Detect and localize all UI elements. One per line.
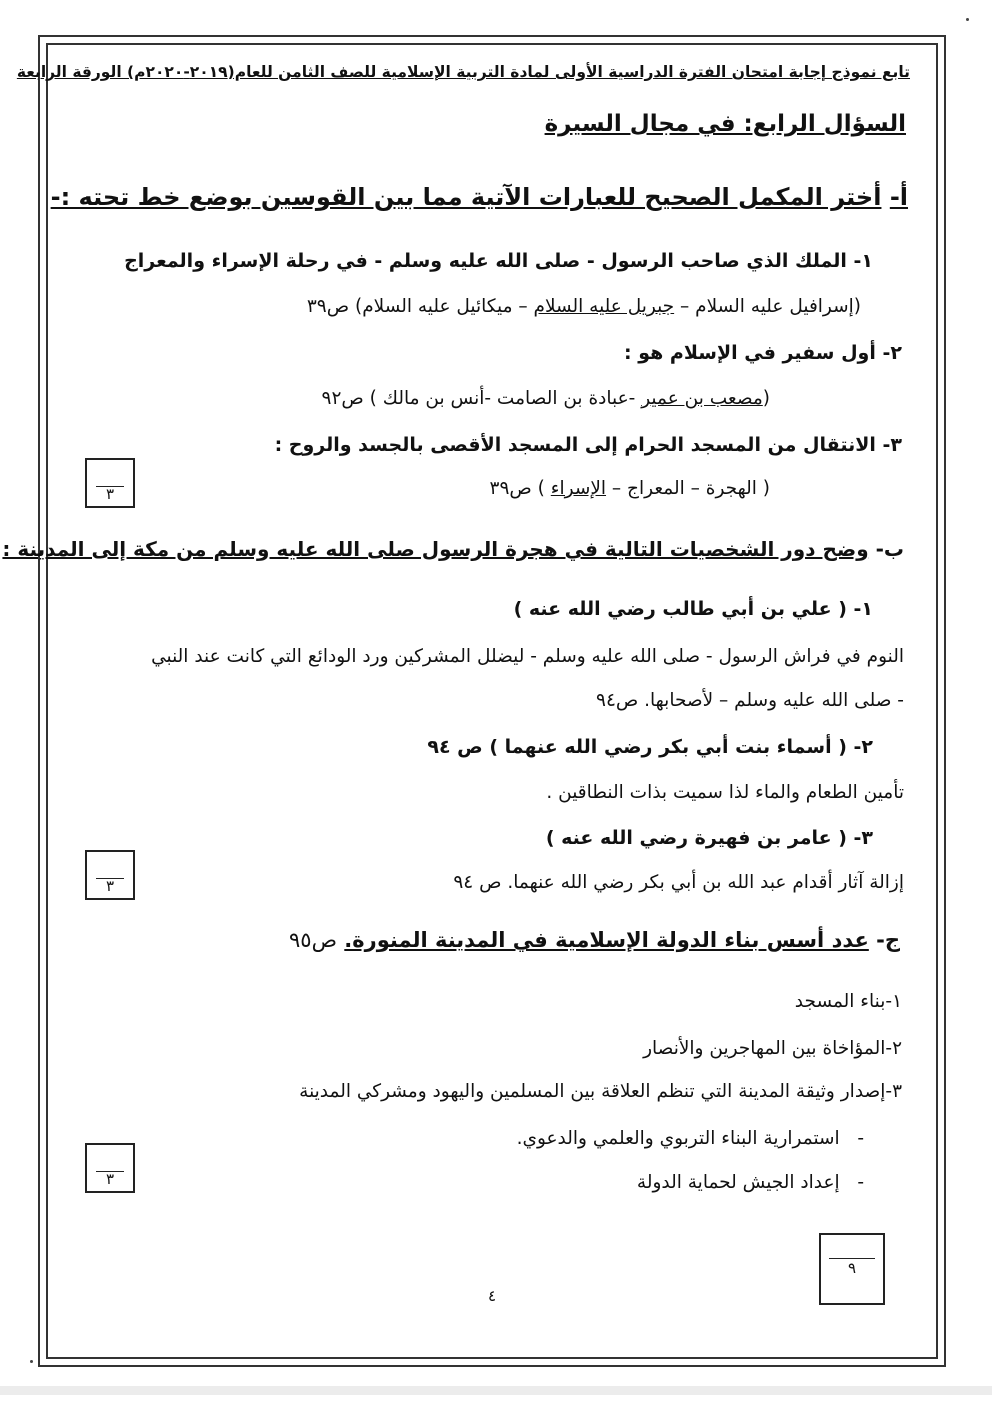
a-item-2-opt-open: ( xyxy=(762,388,770,409)
section-c-score: ٣ xyxy=(105,1170,115,1188)
a-item-2-options xyxy=(322,388,770,409)
scan-speck xyxy=(966,18,969,21)
exam-header: تابع نموذج إجابة امتحان الفترة الدراسية الأولى لمادة التربية الإسلامية للصف الثامن للعام(٢٠١٩-٢٠٢٠م) الورقة الرابعة xyxy=(16,63,910,81)
scan-bottom-band xyxy=(0,1386,992,1395)
a-item-1-opt-close: – ميكائيل عليه السلام) ص٣٩ xyxy=(306,296,528,317)
section-c-score-box xyxy=(85,1143,135,1193)
section-c-label: ج- xyxy=(876,928,900,952)
b-item-1-name: ١- ( علي بن أبي طالب رضي الله عنه ) xyxy=(513,598,873,620)
b-item-3-answer: إزالة آثار أقدام عبد الله بن أبي بكر رضي الله عنهما. ص ٩٤ xyxy=(453,872,904,893)
section-a-title: أختر المكمل الصحيح للعبارات الآتية مما بين القوسين بوضع خط تحته :- xyxy=(50,183,882,211)
b-item-1-answer-line-1: النوم في فراش الرسول - صلى الله عليه وسلم - ليضلل المشركين ورد الودائع التي كانت عند النبي xyxy=(151,646,904,667)
page-number: ٤ xyxy=(487,1287,497,1305)
a-item-3-answer: الإسراء xyxy=(550,478,607,499)
bullet-dash: - xyxy=(839,1172,864,1193)
c-item-2: ٢-المؤاخاة بين المهاجرين والأنصار xyxy=(643,1038,902,1059)
a-item-3-opt-open: ( الهجرة – المعراج – xyxy=(611,478,770,499)
b-item-2-answer: تأمين الطعام والماء لذا سميت بذات النطاقين . xyxy=(546,782,904,803)
section-a-heading xyxy=(51,183,908,211)
b-item-2-name: ٢- ( أسماء بنت أبي بكر رضي الله عنهما ) ص ٩٤ xyxy=(427,736,873,758)
a-item-3-opt-close: ) ص٣٩ xyxy=(489,478,545,499)
a-item-2-opt-close: -عبادة بن الصامت -أنس بن مالك ) ص٩٢ xyxy=(321,388,636,409)
a-item-1-opt-open: (إسرافيل عليه السلام – xyxy=(680,296,861,317)
section-a-label: أ- xyxy=(889,183,908,211)
total-score-box xyxy=(819,1233,885,1305)
c-bullet-2-text: إعداد الجيش لحماية الدولة xyxy=(636,1172,840,1193)
section-c-title: عدد أسس بناء الدولة الإسلامية في المدينة المنورة. xyxy=(344,928,869,952)
section-b-score: ٣ xyxy=(105,877,115,895)
section-a-score: ٣ xyxy=(105,485,115,503)
a-item-1-options xyxy=(307,296,861,317)
section-a-score-box xyxy=(85,458,135,508)
a-item-1-question: ١- الملك الذي صاحب الرسول - صلى الله عليه وسلم - في رحلة الإسراء والمعراج xyxy=(124,250,873,272)
section-c-ref: ص٩٥ xyxy=(289,928,337,952)
section-b-label: ب- xyxy=(875,537,904,561)
section-b-title: وضح دور الشخصيات التالية في هجرة الرسول صلى الله عليه وسلم من مكة إلى المدينة : xyxy=(2,537,869,561)
section-b-score-box xyxy=(85,850,135,900)
total-score: ٩ xyxy=(847,1259,857,1277)
section-b-heading xyxy=(2,537,904,561)
a-item-1-answer: جبريل عليه السلام xyxy=(533,296,675,317)
a-item-3-question: ٣- الانتقال من المسجد الحرام إلى المسجد الأقصى بالجسد والروح : xyxy=(274,434,902,456)
question-title: السؤال الرابع: في مجال السيرة xyxy=(544,111,906,137)
c-bullet-1 xyxy=(517,1128,864,1149)
c-bullet-1-text: استمرارية البناء التربوي والعلمي والدعوي. xyxy=(516,1128,840,1149)
b-item-3-name: ٣- ( عامر بن فهيرة رضي الله عنه ) xyxy=(545,827,873,849)
bullet-dash: - xyxy=(839,1128,864,1149)
a-item-2-answer: مصعب بن عمير xyxy=(641,388,763,409)
section-c-heading xyxy=(289,928,900,952)
scan-speck xyxy=(30,1360,33,1363)
c-item-1: ١-بناء المسجد xyxy=(794,991,902,1012)
c-bullet-2 xyxy=(637,1172,864,1193)
a-item-2-question: ٢- أول سفير في الإسلام هو : xyxy=(624,342,902,364)
b-item-1-answer-line-2: - صلى الله عليه وسلم – لأصحابها. ص٩٤ xyxy=(596,690,904,711)
c-item-3: ٣-إصدار وثيقة المدينة التي تنظم العلاقة بين المسلمين واليهود ومشركي المدينة xyxy=(299,1081,902,1102)
a-item-3-options xyxy=(490,478,770,499)
